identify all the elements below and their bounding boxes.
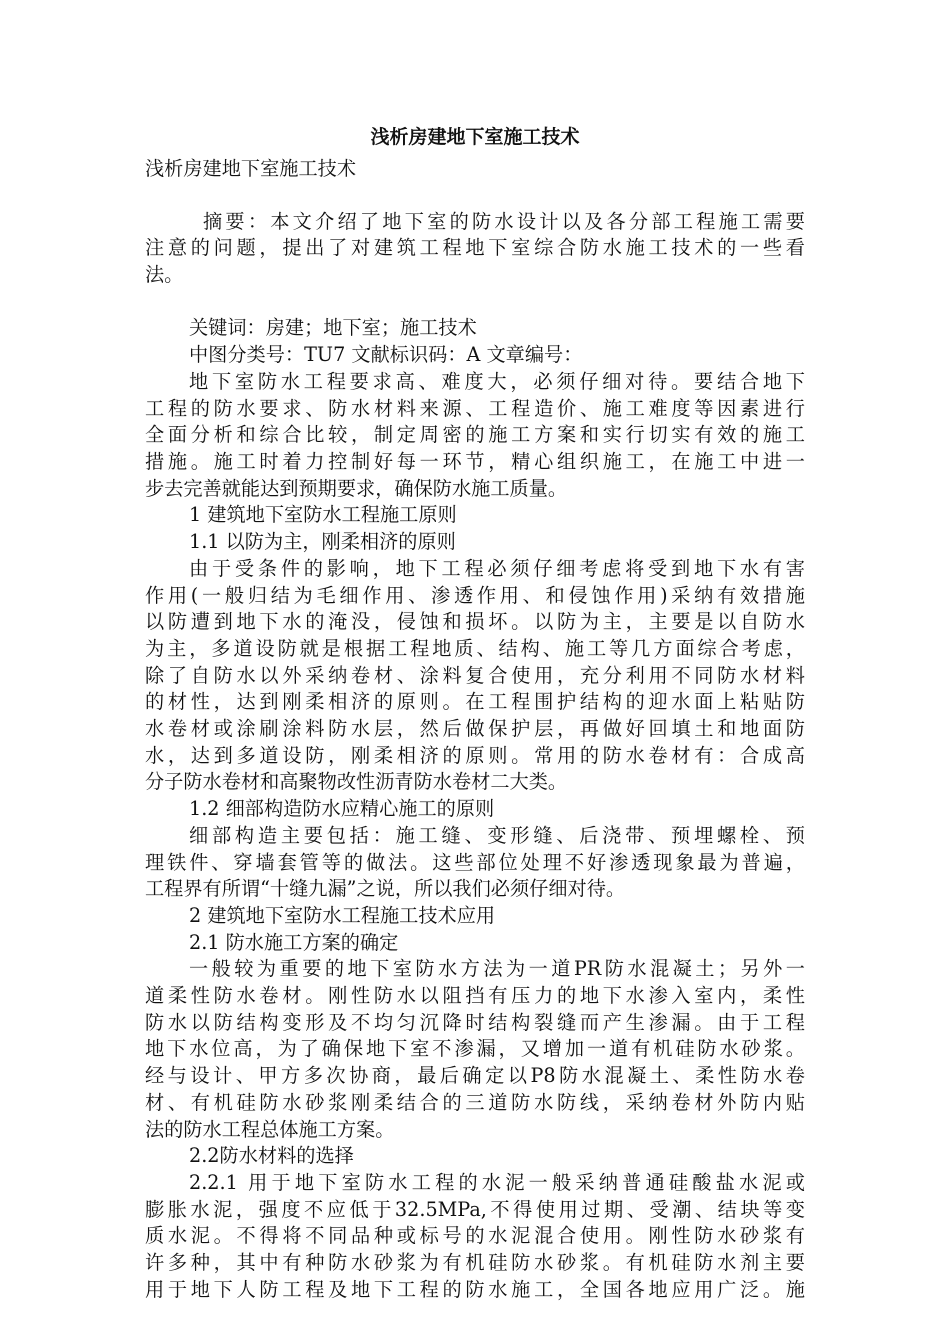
document-page xyxy=(145,118,805,1304)
text-line: 地下室防水工程要求高、难度大，必须仔细对待。要结合地下 xyxy=(189,369,805,393)
text-line: 为主，多道设防就是根据工程地质、结构、施工等几方面综合考虑， xyxy=(145,636,805,660)
text-line: 材、有机硅防水砂浆刚柔结合的三道防水防线，采纳卷材外防内贴 xyxy=(145,1090,805,1114)
text-line: 水，达到多道设防，刚柔相济的原则。常用的防水卷材有：合成高 xyxy=(145,743,805,767)
document-body xyxy=(145,182,805,1304)
text-line: 2.1 防水施工方案的确定 xyxy=(189,930,399,954)
document-subtitle: 浅析房建地下室施工技术 xyxy=(145,157,357,180)
text-line: 理铁件、穿墙套管等的做法。这些部位处理不好渗透现象最为普遍， xyxy=(145,850,805,874)
text-line: 法。 xyxy=(145,263,184,287)
text-line: 法的防水工程总体施工方案。 xyxy=(145,1117,395,1141)
text-line: 以防遭到地下水的淹没，侵蚀和损坏。以防为主，主要是以自防水 xyxy=(145,610,805,634)
text-line: 措施。施工时着力控制好每一环节，精心组织施工，在施工中进一 xyxy=(145,450,805,473)
text-line: 中图分类号：TU7 文献标识码：A 文章编号： xyxy=(189,343,583,367)
text-line: 质水泥。不得将不同品种或标号的水泥混合使用。刚性防水砂浆有 xyxy=(145,1224,805,1248)
text-line: 分子防水卷材和高聚物改性沥青防水卷材二大类。 xyxy=(145,770,568,794)
text-line: 步去完善就能达到预期要求，确保防水施工质量。 xyxy=(145,476,568,500)
text-line: 道柔性防水卷材。刚性防水以阻挡有压力的地下水渗入室内，柔性 xyxy=(145,984,805,1008)
text-line: 作用(一般归结为毛细作用、渗透作用、和侵蚀作用)采纳有效措施 xyxy=(145,583,805,607)
text-line: 地下水位高，为了确保地下室不渗漏，又增加一道有机硅防水砂浆。 xyxy=(145,1037,805,1061)
text-line: 1 建筑地下室防水工程施工原则 xyxy=(189,503,457,527)
text-line: 一般较为重要的地下室防水方法为一道PR防水混凝土；另外一 xyxy=(189,957,805,981)
text-line: 摘要：本文介绍了地下室的防水设计以及各分部工程施工需要 xyxy=(203,209,805,233)
document-title: 浅析房建地下室施工技术 xyxy=(370,126,580,148)
text-line: 水卷材或涂刷涂料防水层，然后做保护层，再做好回填土和地面防 xyxy=(145,717,805,741)
text-line: 注意的问题，提出了对建筑工程地下室综合防水施工技术的一些看 xyxy=(145,236,805,260)
text-line: 工程的防水要求、防水材料来源、工程造价、施工难度等因素进行 xyxy=(145,396,805,420)
text-line: 许多种，其中有种防水砂浆为有机硅防水砂浆。有机硅防水剂主要 xyxy=(145,1251,805,1275)
text-line: 2 建筑地下室防水工程施工技术应用 xyxy=(189,903,496,927)
text-line: 由于受条件的影响，地下工程必须仔细考虑将受到地下水有害 xyxy=(189,556,805,580)
text-line: 的材性，达到刚柔相济的原则。在工程围护结构的迎水面上粘贴防 xyxy=(145,690,805,714)
text-line: 1.1 以防为主，刚柔相济的原则 xyxy=(189,530,456,554)
text-line: 经与设计、甲方多次协商，最后确定以P8防水混凝土、柔性防水卷 xyxy=(145,1064,805,1088)
text-line: 1.2 细部构造防水应精心施工的原则 xyxy=(189,797,495,821)
text-line xyxy=(145,182,805,209)
text-line: 关键词：房建；地下室；施工技术 xyxy=(189,316,477,340)
text-line: 细部构造主要包括：施工缝、变形缝、后浇带、预埋螺栓、预 xyxy=(189,823,805,847)
text-line: 2.2.1 用于地下室防水工程的水泥一般采纳普通硅酸盐水泥或 xyxy=(189,1170,805,1194)
text-line: 防水以防结构变形及不均匀沉降时结构裂缝而产生渗漏。由于工程 xyxy=(145,1010,805,1034)
text-line: 2.2防水材料的选择 xyxy=(189,1144,354,1168)
text-line xyxy=(145,289,805,316)
text-line: 工程界有所谓“十缝九漏”之说，所以我们必须仔细对待。 xyxy=(145,877,626,901)
text-line: 用于地下人防工程及地下工程的防水施工，全国各地应用广泛。施 xyxy=(145,1277,805,1301)
text-line: 膨胀水泥，强度不应低于32.5MPa,不得使用过期、受潮、结块等变 xyxy=(145,1197,805,1221)
text-line: 全面分析和综合比较，制定周密的施工方案和实行切实有效的施工 xyxy=(145,423,805,447)
text-line: 除了自防水以外采纳卷材、涂料复合使用，充分利用不同防水材料 xyxy=(145,663,805,687)
